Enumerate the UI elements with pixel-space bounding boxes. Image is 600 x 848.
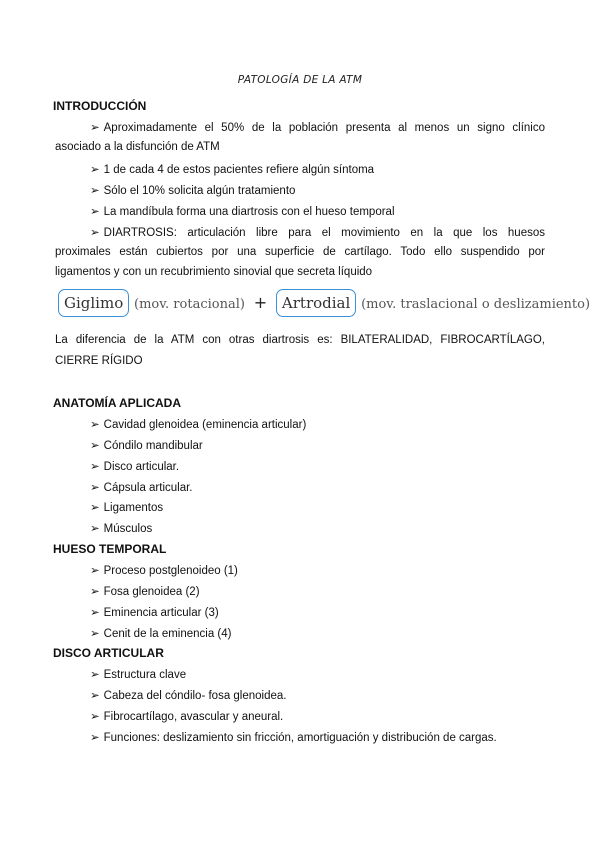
section-heading-disco-articular: DISCO ARTICULAR (53, 646, 164, 660)
bullet-text: Fibrocartílago, avascular y aneural. (103, 711, 284, 723)
bullet-arrow-icon: ➢ (90, 122, 100, 134)
bullet-text: 1 de cada 4 de estos pacientes refiere algún síntoma (103, 164, 375, 176)
list-item (90, 563, 238, 577)
giglimo-note: (mov. rotacional) (134, 297, 245, 312)
artrodial-note: (mov. traslacional o deslizamiento) (361, 297, 591, 312)
bullet-text: DIARTROSIS: articulación libre para el movimiento en la que los huesos (103, 227, 545, 239)
bullet-text: Cavidad glenoidea (eminencia articular) (103, 419, 307, 431)
intro-bullet-3 (90, 183, 295, 197)
list-item (90, 626, 231, 640)
bullet-arrow-icon: ➢ (90, 690, 100, 702)
bullet-arrow-icon: ➢ (90, 419, 100, 431)
bullet-text: Cóndilo mandibular (103, 440, 203, 452)
list-item (90, 500, 163, 514)
articulation-formula (58, 289, 590, 321)
artrodial-box: Artrodial (276, 289, 356, 317)
list-item (90, 688, 287, 702)
diff-line-1: La diferencia de la ATM con otras diartrosis es: BILATERALIDAD, FIBROCARTÍLAGO, (55, 334, 545, 346)
list-item (90, 667, 186, 681)
list-item (90, 438, 203, 452)
bullet-arrow-icon: ➢ (90, 523, 100, 535)
bullet-arrow-icon: ➢ (90, 206, 100, 218)
bullet-text: Eminencia articular (3) (103, 607, 219, 619)
giglimo-box: Giglimo (58, 289, 129, 317)
bullet-arrow-icon: ➢ (90, 607, 100, 619)
intro-bullet-5-cont: proximales están cubiertos por una superficie de cartílago. Todo ello suspendido por (55, 246, 545, 258)
list-item (90, 459, 179, 473)
page-title: PATOLOGÍA DE LA ATM (237, 74, 363, 86)
bullet-text: Estructura clave (103, 669, 187, 681)
bullet-text: Ligamentos (103, 502, 164, 514)
intro-bullet-5 (90, 225, 545, 239)
list-item (90, 480, 193, 494)
section-heading-anatomia: ANATOMÍA APLICADA (53, 396, 181, 410)
bullet-arrow-icon: ➢ (90, 732, 100, 744)
intro-bullet-1 (90, 120, 545, 134)
bullet-text: Fosa glenoidea (2) (103, 586, 200, 598)
bullet-text: Proceso postglenoideo (1) (103, 565, 238, 577)
bullet-arrow-icon: ➢ (90, 461, 100, 473)
bullet-arrow-icon: ➢ (90, 628, 100, 640)
bullet-text: Cápsula articular. (103, 482, 193, 494)
bullet-text: Aproximadamente el 50% de la población presenta al menos un signo clínico (103, 122, 545, 134)
intro-bullet-1-cont: asociado a la disfunción de ATM (55, 141, 220, 153)
list-item (90, 417, 306, 431)
bullet-arrow-icon: ➢ (90, 185, 100, 197)
bullet-arrow-icon: ➢ (90, 669, 100, 681)
list-item (90, 709, 283, 723)
bullet-text: Funciones: deslizamiento sin fricción, amortiguación y distribución de cargas. (103, 732, 497, 744)
list-item (90, 730, 497, 744)
list-item (90, 521, 152, 535)
bullet-text: Cenit de la eminencia (4) (103, 628, 232, 640)
bullet-arrow-icon: ➢ (90, 711, 100, 723)
section-heading-introduccion: INTRODUCCIÓN (53, 99, 147, 113)
bullet-arrow-icon: ➢ (90, 502, 100, 514)
list-item (90, 605, 219, 619)
bullet-text: Cabeza del cóndilo- fosa glenoidea. (103, 690, 287, 702)
bullet-arrow-icon: ➢ (90, 164, 100, 176)
bullet-arrow-icon: ➢ (90, 227, 100, 239)
intro-bullet-5-cont2: ligamentos y con un recubrimiento sinovial que secreta líquido (55, 266, 373, 278)
plus-sign: + (253, 293, 268, 312)
intro-bullet-4 (90, 204, 395, 218)
bullet-text: Músculos (103, 523, 153, 535)
bullet-arrow-icon: ➢ (90, 586, 100, 598)
bullet-arrow-icon: ➢ (90, 440, 100, 452)
intro-bullet-2 (90, 162, 374, 176)
bullet-arrow-icon: ➢ (90, 565, 100, 577)
bullet-text: Sólo el 10% solicita algún tratamiento (103, 185, 296, 197)
list-item (90, 584, 200, 598)
section-heading-hueso-temporal: HUESO TEMPORAL (53, 542, 167, 556)
bullet-text: La mandíbula forma una diartrosis con el hueso temporal (103, 206, 395, 218)
diff-line-2: CIERRE RÍGIDO (55, 355, 143, 367)
bullet-text: Disco articular. (103, 461, 180, 473)
bullet-arrow-icon: ➢ (90, 482, 100, 494)
